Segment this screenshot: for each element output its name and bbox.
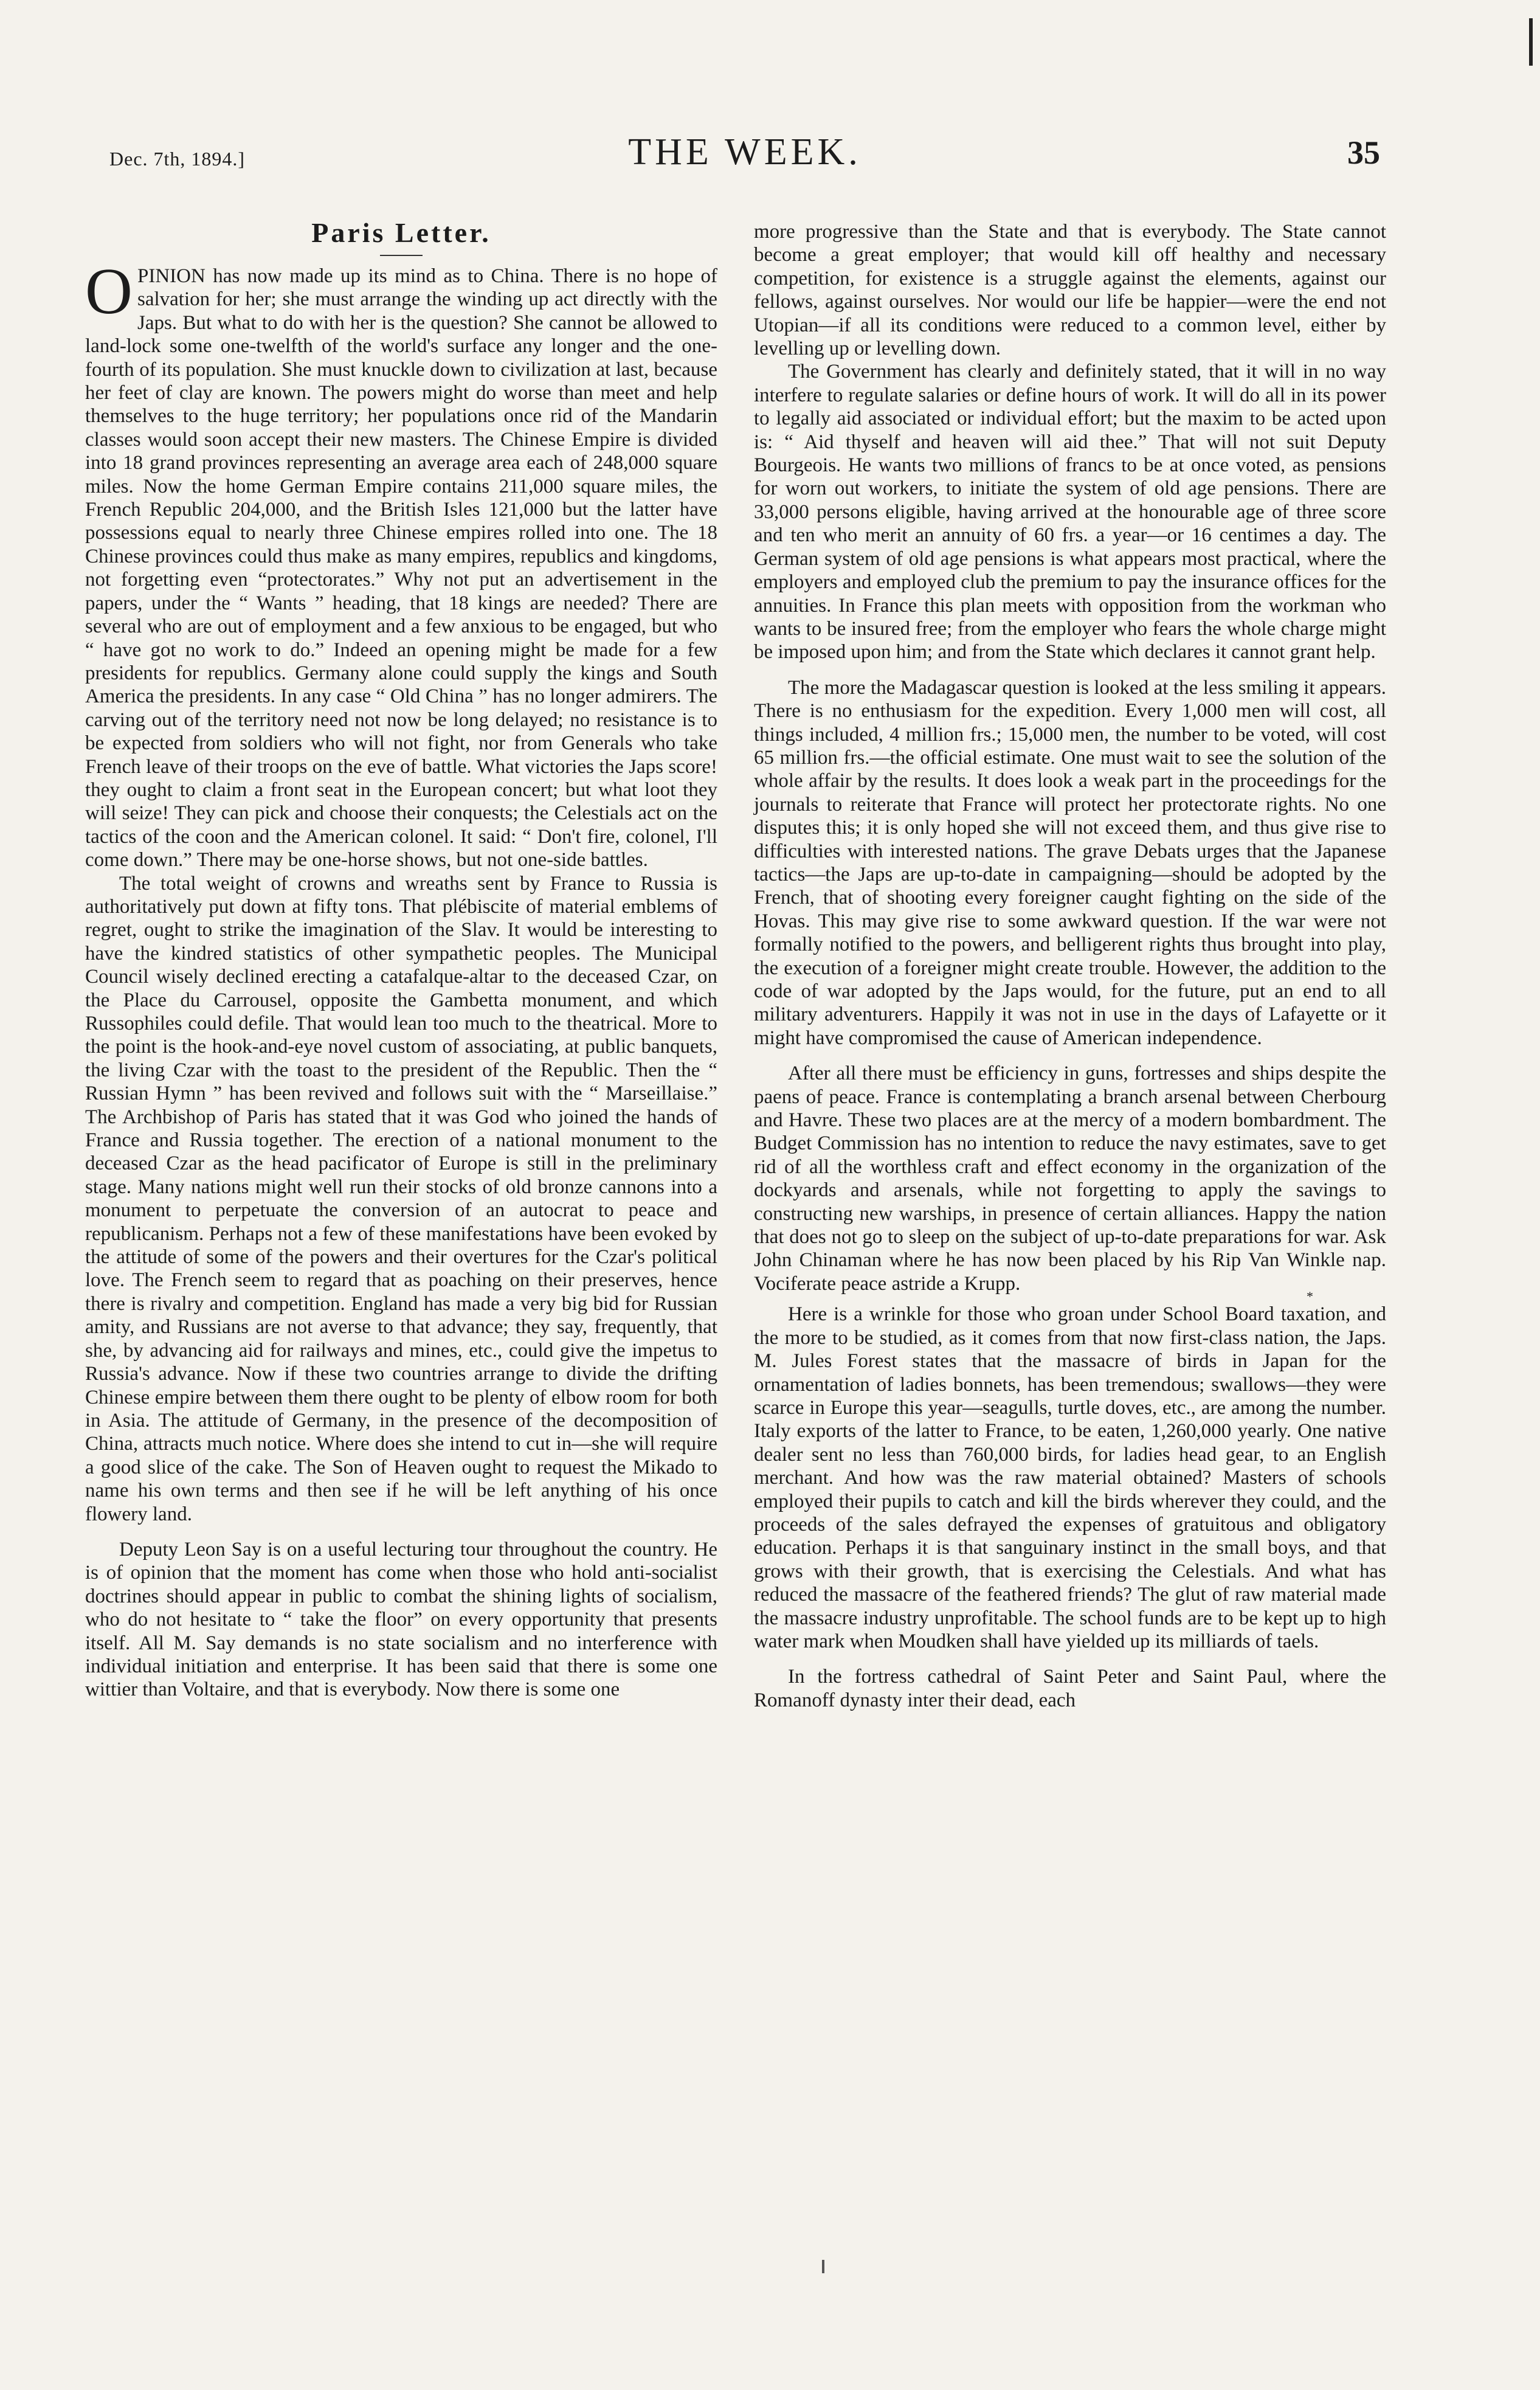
left-column — [85, 216, 717, 1702]
paragraph-madagascar: The more the Madagascar question is looked at the less smiling it appears. There is no enthusiasm for the expedition. Every 1,000 men will cost, all things included, 4 million frs.; 15,000 men, the number to be voted, will cost 65 million frs.—the official estimate. One must wait to see the solution of the whole affair by the results. It does look a weak part in the proceedings for the journals to reiterate that France will protect her protectorate rights. No one disputes this; it is only hoped she will not exceed them, and thus give rise to difficulties with interested nations. The grave Debats urges that the Japanese tactics—the Japs are up-to-date in campaigning—should be adopted by the French, that of shooting every foreigner caught fighting on the side of the Hovas. This may give rise to some awkward question. If the war were not formally notified to the powers, and belligerent rights thus brought into play, the execution of a foreigner might create trouble. However, the addition to the code of war adopted by the Japs would, for the future, put an end to all military adventurers. Happily it was not in use in the days of Lafayette or it might have compromised the cause of American independence. — [754, 676, 1386, 1049]
publication-title: THE WEEK. — [628, 131, 862, 173]
page-number: 35 — [1347, 134, 1380, 171]
article-title: Paris Letter. — [311, 217, 491, 248]
drop-cap: O — [85, 255, 133, 328]
paragraph-text: PINION has now made up its mind as to China. There is no hope of salvation for her; she must arrange the winding up act directly with the Japs. But what to do with her is the question? She cannot be allowed to land-lock some one-twelfth of the world's surface any longer and the one-fourth of its population. She must knuckle down to civilization at last, because her feet of clay are known. The powers might do worse than meet and help themselves to the huge territory; her populations once rid of the Mandarin classes would soon accept their new masters. The Chinese Empire is divided into 18 grand provinces representing an average area each of 248,000 square miles. Now the home German Empire contains 211,000 square miles, the French Republic 204,000, and the British Isles 121,000 but the latter have possessions equal to nearly three Chinese empires rolled into one. The 18 Chinese provinces could thus make as many empires, republics and kingdoms, not forgetting even “protectorates.” Why not put an advertisement in the papers, under the “ Wants ” heading, that 18 kings are needed? There are several who are out of employment and a few anxious to be engaged, but who “ have got no work to do.” Indeed an opening might be made for a few presidents for republics. Germany alone could supply the kings and South America the presidents. In any case “ Old China ” has no longer admirers. The carving out of the territory need not now be long delayed; no resistance is to be expected from soldiers who will not fight, nor from Generals who take French leave of their troops on the eve of battle. What victories the Japs score! they ought to claim a front seat in the European concert; but what loot they will seize! They can pick and choose their conquests; the Celestials act on the tactics of the coon and the American colonel. It said: “ Don't fire, colonel, I'll come down.” There may be one-horse shows, but not one-side battles. — [85, 265, 717, 871]
paragraph-fortress-cathedral: In the fortress cathedral of Saint Peter and Saint Paul, where the Romanoff dynasty inter their dead, each — [754, 1666, 1386, 1711]
issue-date: Dec. 7th, 1894.] — [109, 148, 246, 170]
paragraph-opinion-china — [85, 255, 717, 872]
right-column — [754, 220, 1386, 1712]
page-header — [109, 131, 1380, 173]
paragraph-japan-birds: Here is a wrinkle for those who groan under School Board taxation, and the more to be studied, as it comes from that now first-class nation, the Japs. M. Jules Forest states that the massacre of birds in Japan for the ornamentation of ladies bonnets, has been tremendous; swallows—they were scarce in Europe this year—seagulls, turtle doves, etc., are among the number. Italy exports of the latter to France, to be eaten, 1,260,000 yearly. One native dealer sent no less than 760,000 birds, for ladies head gear, to an English merchant. And how was the raw material obtained? Masters of schools employed their pupils to catch and kill the birds wherever they could, and the proceeds of the sales defrayed the expenses of gratuitous and obligatory education. Perhaps it is that sanguinary instinct in the small boys, and that grows with their growth, that is exercising the Celestials. And what has reduced the massacre of the feathered friends? The glut of raw material made the massacre industry unprofitable. The school funds are to be kept up to high water mark when Moudken shall have yielded up its milliards of taels. — [754, 1303, 1386, 1652]
paragraph-crowns-wreaths: The total weight of crowns and wreaths sent by France to Russia is authoritatively put down at fifty tons. That plébiscite of material emblems of regret, ought to strike the imagination of the Slav. It would be interesting to have the kindred statistics of other sympathetic peoples. The Municipal Council wisely declined erecting a catafalque-altar to the deceased Czar, on the Place du Carrousel, opposite the Gambetta monument, and which Russophiles could defile. That would lean too much to the theatrical. More to the point is the hook-and-eye novel custom of associating, at public banquets, the living Czar with the toast to the president of the Republic. Then the “ Russian Hymn ” has been revived and follows suit with the “ Marseillaise.” The Archbishop of Paris has stated that it was God who joined the hands of France and Russia together. The erection of a national monument to the deceased Czar as the head pacificator of Europe is still in the preliminary stage. Many nations might well run their stocks of old bronze cannons into a monument to perpetuate the conversion of an autocrat to peace and republicanism. Perhaps not a few of these manifestations have been evoked by the attitude of some of the powers and their overtures for the Czar's political love. The French seem to regard that as poaching on their preserves, hence there is rivalry and competition. England has made a very big bid for Russian amity, and Russians are not averse to that advance; they say, frequently, that she, by advancing aid for railways and mines, etc., could give the impetus to Russia's advance. Now if these two countries arrange to divide the drifting Chinese empire between them there ought to be plenty of elbow room for both in Asia. The attitude of Germany, in the presence of the decomposition of China, attracts much notice. Where does she intend to cut in—she will require a good slice of the cake. The Son of Heaven ought to request the Mikado to name his own terms and then see if he will be left anything of his once flowery land. — [85, 872, 717, 1525]
section-mark: * — [1307, 1289, 1313, 1304]
paragraph-state-progressive: more progressive than the State and that is everybody. The State cannot become a great employer; that would kill off healthy and necessary competition, for existence is a struggle against the elements, against our fellows, against ourselves. Nor would our life be happier—were the end not Utopian—if all its conditions were reduced to a common level, either by levelling up or levelling down. — [754, 221, 1386, 360]
paragraph-efficiency-guns: After all there must be efficiency in guns, fortresses and ships despite the paens of peace. France is contemplating a branch arsenal between Cherbourg and Havre. These two places are at the mercy of a modern bombardment. The Budget Commission has no intention to reduce the navy estimates, save to get rid of all the worthless craft and effect economy in the organization of the dockyards and arsenals, while not forgetting to apply the savings to constructing new warships, in presence of certain alliances. Happy the nation that does not go to sleep on the subject of up-to-date preparations for war. Ask John Chinaman where he has now been placed by his Rip Van Winkle nap. Vociferate peace astride a Krupp. — [754, 1062, 1386, 1295]
paragraph-government-pensions: The Government has clearly and definitely stated, that it will in no way interfere to regulate salaries or define hours of work. It will do all in its power to legally aid associated or individual effort; but the maxim to be acted upon is: “ Aid thyself and heaven will aid thee.” That will not suit Deputy Bourgeois. He wants two millions of francs to be at once voted, as pensions for worn out workers, to initiate the system of old age pensions. There are 33,000 persons eligible, having arrived at the honourable age of three score and ten who merit an annuity of 60 frs. a year—or 16 centimes a day. The German system of old age pensions is what appears most practical, where the employers and employed club the premium to pay the insurance offices for the annuities. In France this plan meets with opposition from the workman who wants to be insured free; from the employer who fears the whole charge might be imposed upon him; and from the State which declares it cannot grant help. — [754, 361, 1386, 663]
title-rule — [380, 255, 423, 256]
paragraph-leon-say: Deputy Leon Say is on a useful lecturing tour throughout the country. He is of opinion that the moment has come when those who hold anti-socialist doctrines should appear in public to combat the shining lights of socialism, who do not hesitate to “ take the floor” on every opportunity that presents itself. All M. Say demands is no state socialism and no interference with individual initiation and enterprise. It has been said that there is some one wittier than Voltaire, and that is everybody. Now there is some one — [85, 1538, 717, 1701]
page-edge-mark — [1529, 18, 1533, 66]
bottom-ink-mark — [822, 2260, 824, 2273]
